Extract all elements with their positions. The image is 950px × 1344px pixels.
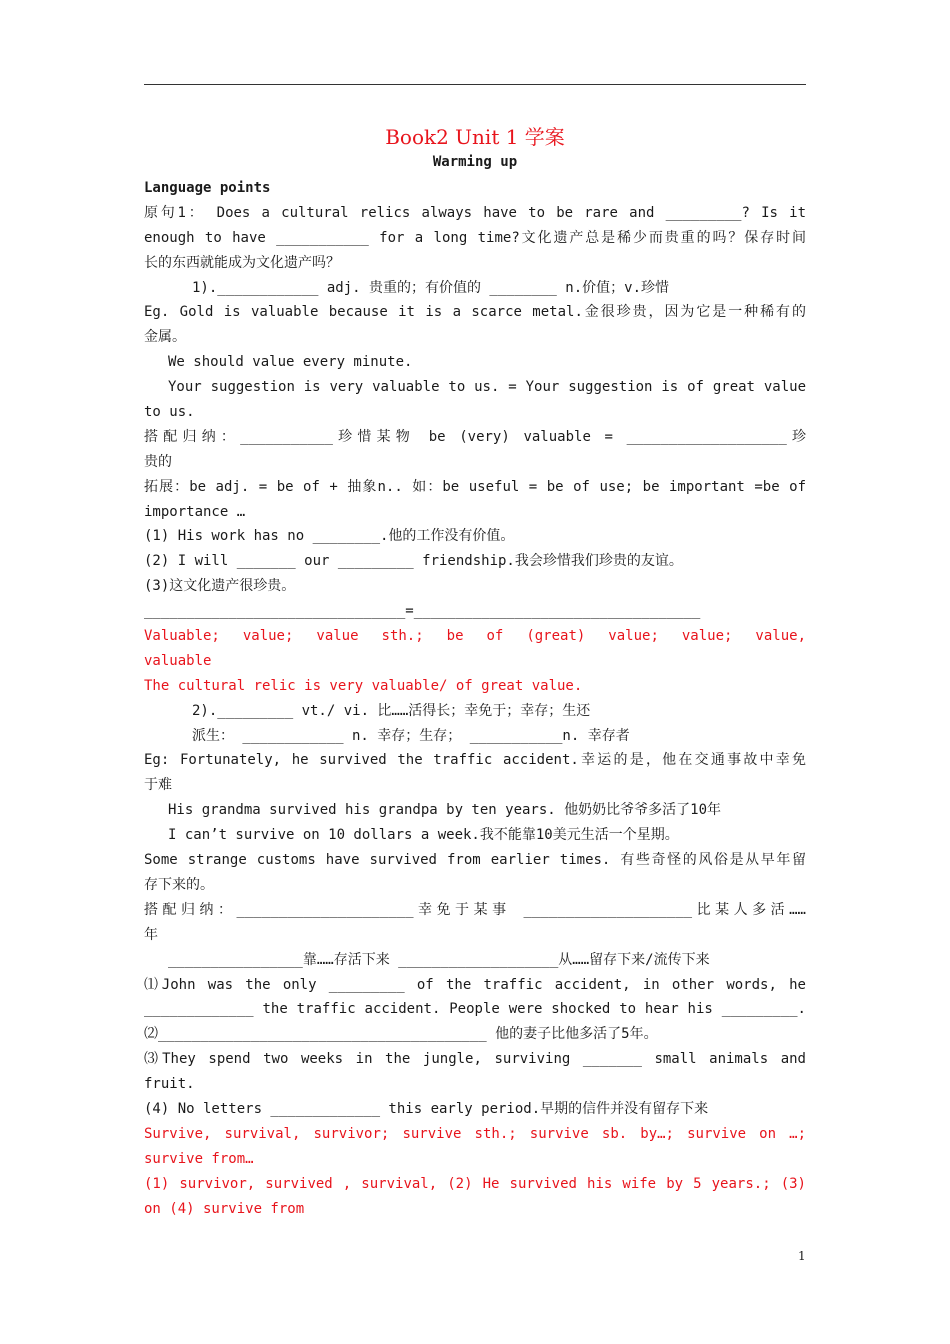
text-line: Survive, survival, survivor; survive sth.; survive sb. by…; survive on …;	[144, 1125, 806, 1142]
text-line: 长的东西就能成为文化遗产吗？	[144, 254, 340, 271]
text-line: Language points	[144, 180, 271, 196]
text-line: His grandma survived his grandpa by ten years. 他奶奶比爷爷多活了10年	[168, 802, 722, 819]
text-line: The cultural relic is very valuable/ of great value.	[144, 677, 583, 694]
text-line: fruit.	[144, 1076, 195, 1093]
text-line: ⑵_______________________________________ 他的妻子比他多活了5年。	[144, 1026, 658, 1043]
text-line: survive from…	[144, 1150, 254, 1167]
text-line: 搭配归纳：_____________________幸免于某事 ____________________比某人多活……	[144, 901, 806, 918]
text-line: 年	[144, 926, 158, 943]
text-line: ________________靠……存活下来 ___________________从……留存下来/流传下来	[168, 951, 710, 968]
text-line: enough to have ___________ for a long time?文化遗产总是稀少而贵重的吗？保存时间	[144, 229, 806, 246]
text-line: Your suggestion is very valuable to us. = Your suggestion is of great value	[168, 379, 806, 396]
text-line: I can’t survive on 10 dollars a week.我不能靠10美元生活一个星期。	[168, 827, 679, 844]
text-line: 2)._________ vt./ vi. 比……活得长；幸免于；幸存；生还	[192, 702, 591, 719]
text-line: 拓展：be adj. = be of + 抽象n.. 如：be useful = be of use; be important =be of	[144, 478, 806, 495]
text-line: Eg. Gold is valuable because it is a scarce metal.金很珍贵，因为它是一种稀有的	[144, 304, 806, 321]
text-line: 金属。	[144, 329, 186, 346]
text-line: to us.	[144, 404, 195, 421]
text-line: _____________ the traffic accident. People were shocked to hear his _________.	[144, 1001, 806, 1018]
text-line: 原句1： Does a cultural relics always have to be rare and _________? Is it	[144, 204, 806, 221]
text-line: (2) I will _______ our _________ friendship.我会珍惜我们珍贵的友谊。	[144, 553, 683, 570]
text-line: (3)这文化遗产很珍贵。	[144, 578, 296, 595]
section-subtitle: Warming up	[432, 154, 518, 170]
text-line: Eg: Fortunately, he survived the traffic accident.幸运的是，他在交通事故中幸免	[144, 752, 806, 769]
text-line: (1) survivor, survived , survival, (2) He survived his wife by 5 years.; (3)	[144, 1175, 806, 1192]
text-line: 于难	[144, 777, 172, 794]
text-line: We should value every minute.	[168, 354, 413, 371]
text-line: 贵的	[144, 453, 172, 470]
text-line: 1).____________ adj. 贵重的；有价值的 ________ n.价值；v.珍惜	[192, 279, 670, 296]
text-line: _______________________________=__________________________________	[144, 603, 701, 620]
page-number: 1	[798, 1249, 806, 1263]
text-line: importance …	[144, 503, 246, 520]
page-title: Book2 Unit 1 学案	[385, 125, 565, 149]
text-line: 派生： ____________ n. 幸存；生存； ___________n. 幸存者	[192, 727, 630, 744]
text-line: 存下来的。	[144, 876, 214, 893]
text-line: (4) No letters _____________ this early period.早期的信件并没有留存下来	[144, 1100, 709, 1117]
text-line: (1) His work has no ________.他的工作没有价值。	[144, 528, 515, 545]
body-text	[144, 176, 806, 1221]
header-rule	[144, 84, 806, 85]
text-line: Valuable; value; value sth.; be of (great) value; value; value,	[144, 628, 806, 645]
text-line: ⑴John was the only _________ of the traffic accident, in other words, he	[144, 976, 806, 993]
text-line: valuable	[144, 652, 212, 669]
text-line: 搭配归纳：___________珍惜某物 be (very) valuable = ___________________珍	[144, 428, 806, 445]
text-line: Some strange customs have survived from earlier times. 有些奇怪的风俗是从早年留	[144, 852, 806, 869]
text-line: on (4) survive from	[144, 1200, 305, 1217]
text-line: ⑶They spend two weeks in the jungle, surviving _______ small animals and	[144, 1051, 806, 1068]
